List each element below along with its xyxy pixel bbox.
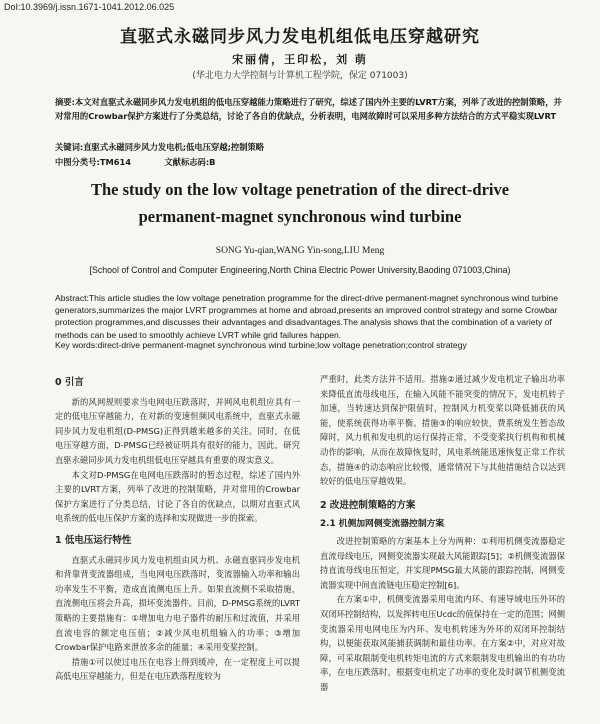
section-0-heading: 0 引言 — [55, 377, 84, 388]
clc-value: TM614 — [99, 157, 132, 167]
affiliation-cn: (华北电力大学控制与计算机工程学院，保定 071003) — [192, 71, 408, 81]
clc-label: 中图分类号: — [55, 157, 100, 167]
authors-en: SONG Yu-qian,WANG Yin-song,LIU Meng — [215, 246, 385, 256]
abstract-cn — [55, 95, 567, 123]
keywords-cn-text: 直驱式永磁同步风力发电机;低电压穿越;控制策略 — [83, 142, 265, 152]
doc-code-label: 文献标志码: — [164, 157, 210, 167]
title-cn: 直驱式永磁同步风力发电机组低电压穿越研究 — [120, 27, 480, 47]
section-1-heading: 1 低电压运行特性 — [55, 534, 132, 546]
section-2-heading: 2 改进控制策略的方案 — [320, 499, 416, 511]
title-en-line2: permanent-magnet synchronous wind turbine — [138, 207, 462, 226]
abstract-en-text: This article studies the low voltage penetration programme for the direct-drive permanent-magnet synchronous wind turbine generators,summarizes the major LVRT programmes at home and abroad,presents an improved control strategy and some Crowbar protection programmes,and discusses their advantages and disadvantages.The analysis shows that the combination of a variety of methods can be used to smoothly achieve LVRT while grid failures happen. — [55, 293, 558, 340]
keywords-en-label: Key words: — [55, 340, 98, 350]
abstract-cn-label: 摘要: — [55, 97, 75, 107]
keywords-cn-label: 关键词: — [55, 142, 84, 152]
section-0-paragraph-1: 新的风网规则要求当电网电压跌落时，并网风电机组应具有一定的低电压穿越能力，在对新的变速恒频风电系统中，直驱式永磁同步风力发电机组(D-PMSG)正得到越来越多的关注。同时，在低电压穿越方面，D-PMSG已经被证明具有很好的能力，因此，研究直驱永磁同步风力发电机组低电压穿越具有重要的现实意义。 — [55, 396, 300, 465]
section-1-paragraph-1: 直驱式永磁同步风力发电机组由风力机、永磁直驱同步发电机和背靠背变流器组成，当电网电压跌落时，变流器输入功率和输出功率发生不平衡，造成直流侧电压上升。如果直流侧不采取措施，直流侧电压将会升高，损坏变流器件。目前，D-PMSG系统的LVRT策略的主要措施有：①增加电力电子器件的耐压和过流值，并采用直流电容的额定电压值；②减少风电机组输入的功率；③增加Crowbar保护电路来泄放多余的能量；④采用变桨控制。 — [55, 554, 300, 653]
classification-cn — [55, 155, 567, 169]
keywords-en — [55, 340, 567, 350]
authors-cn: 宋丽倩，王印松，刘 萌 — [232, 53, 368, 66]
section-1-paragraph-2: 措施①可以使过电压在电容上得到缓冲，在一定程度上可以提高低电压穿越能力，但是在电压跌落程度较为 — [55, 656, 300, 682]
left-column — [55, 372, 300, 684]
abstract-en — [55, 292, 567, 341]
section-2-1-heading: 2.1 机侧加网侧变流器控制方案 — [320, 519, 445, 530]
right-paragraph-2: 改进控制策略的方案基本上分为两种：①利用机侧变流器稳定直流母线电压，网侧变流器实现最大风能跟踪[5]；②机侧变流器保持直流母线电压恒定，并实现PMSG最大风能的跟踪控制，网侧变流器实现中间直流链电压稳定控制[6]。 — [320, 535, 565, 590]
affiliation-en: [School of Control and Computer Engineering,North China Electric Power University,Baoding 071003,China) — [89, 265, 511, 275]
doi-header: DoI:10.3969/j.issn.1671-1041.2012.06.025 — [4, 2, 175, 12]
right-paragraph-3: 在方案①中，机侧变流器采用电流内环、有速导域电压外环的双闭环控制结构，以发挥转电压Ucdc的值保持在一定的范围；网侧变流器采用电网电压为内环、发电机转速为外环的双闭环控制结构，以便能获取风能捕获调制和最佳功率。在方案②中，对应对故障，可采取限制变电机转矩电流的方式来限制发电机输出的有功功率，在电压跌落时，根据变电机定了功率的变化及时调节机侧变流器 — [320, 594, 565, 692]
title-en-line1: The study on the low voltage penetration of the direct-drive — [90, 180, 510, 199]
right-paragraph-1: 严重时，此类方法并不适用。措施②通过减少发电机定子输出功率来降低直流母线电压，在输入风能不能突变的情况下，发电机转子加速，当转速达到保护限值时，控制风力机变桨以降低捕获的风能，使系统获得功率平衡。措施③的响应较快，费系统发生暂态故障时，风力机和发电机的运行保持正常，不受变桨执行机构和机械动作的影响，从而在故障恢复时，风电系统能迅速恢复正常工作状态，措施④的动态响应比较慢，通常情况下与其他措施结合以达到较好的低电压穿越效果。 — [320, 374, 565, 487]
keywords-en-text: direct-drive permanent-magnet synchronous wind turbine;low voltage penetration;control strategy — [97, 340, 467, 350]
abstract-en-label: Abstract: — [55, 293, 89, 303]
abstract-cn-text: 本文对直驱式永磁同步风力发电机组的低电压穿越能力策略进行了研究，综述了国内外主要的LVRT方案，列举了改进的控制策略，并对常用的Crowbar保护方案进行了分类总结，讨论了各自的优缺点，分析表明，电网故障时可以采用多种方法结合的方式平稳实现LVRT — [55, 97, 562, 121]
doc-code-value: B — [209, 157, 216, 167]
section-0-paragraph-2: 本文对D-PMSG在电网电压跌落时的暂态过程，综述了国内外主要的LVRT方案，列举了改进的控制策略，并对常用的Crowbar保护方案进行了分类总结，讨论了各自的优缺点，以期对直驱式风电系统的低电压保护方案的选择和实现做进一步的探索。 — [55, 469, 300, 524]
right-column — [320, 372, 565, 694]
keywords-cn — [55, 140, 567, 154]
